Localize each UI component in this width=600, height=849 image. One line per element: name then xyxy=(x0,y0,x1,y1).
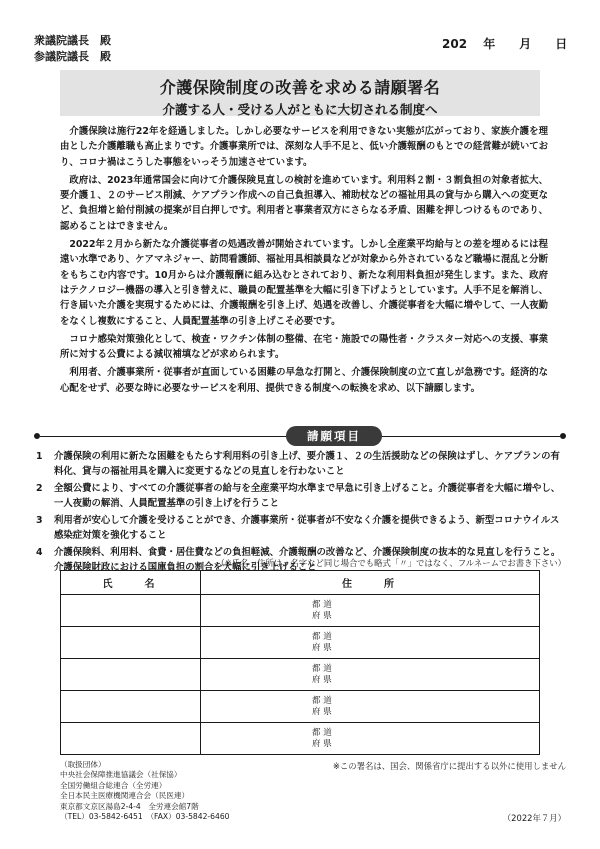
addressees xyxy=(34,33,111,65)
item-text: 介護保険料、利用料、食費・居住費などの負担軽減、介護報酬の改善など、介護保険制度の抜本的な見直しを行うこと。介護保険財政における国庫負担の割合を大幅に引き上げること xyxy=(54,547,561,573)
addressee-house-of-councillors: 参議院議長 殿 xyxy=(34,50,111,63)
body-paragraph: コロナ感染対策強化として、検査・ワクチン体制の整備、在宅・施設での陽性者・クラスター対応への支援、事業所に対する公費による減収補填などが求められます。 xyxy=(60,333,548,361)
name-field[interactable] xyxy=(61,595,201,627)
org-contact: （TEL）03-5842-6451 （FAX）03-5842-6460 xyxy=(60,812,230,822)
item-number: 3 xyxy=(36,515,43,526)
address-field[interactable] xyxy=(201,691,540,723)
divider-dot xyxy=(560,433,566,439)
name-field[interactable] xyxy=(61,723,201,755)
petition-item xyxy=(34,450,566,479)
section-heading-petition-items: 請願項目 xyxy=(286,426,382,446)
body-paragraph: 2022年２月から新たな介護従事者の処遇改善が開始されています。しかし全産業平均給与との差を埋めるには程遠い水準であり、ケアマネジャー、訪問看護師、福祉用具相談員などが対象から外されているなど職場に混乱と分断をもちこむ内容です。10月からは介護報酬に組み込むとされており、新たな利用料負担が発生します。また、政府はテクノロジー機器の導入と引き替えに、職員の配置基準を大幅に引き下げようとしています。人手不足を解消し、行き届いた介護を実現するためには、介護報酬を引き上げ、処遇を改善し、介護従事者を大幅に増やして、一人夜勤をなくし複数にすること、人員配置基準の引き上げこそ必要です。 xyxy=(60,239,548,327)
address-field[interactable] xyxy=(201,723,540,755)
body-paragraph: 利用者、介護事業所・従事者が直面している困難の早急な打開と、介護保険制度の立て直しが急務です。経済的な心配をせず、必要な時に必要なサービスを利用、提供できる制度への転換を求め、以下請願します。 xyxy=(60,367,548,394)
item-text: 全額公費により、すべての介護従事者の給与を全産業平均水準まで早急に引き上げること。介護従事者を大幅に増やし、一人夜勤の解消、人員配置基準の引き上げを行うこと xyxy=(54,483,561,509)
item-text: 介護保険の利用に新たな困難をもたらす利用料の引き上げ、要介護１、２の生活援助などの保険はずし、ケアプランの有料化、貸与の福祉用具を購入に変更するなどの見直しを行わないこと xyxy=(54,451,560,477)
address-field[interactable] xyxy=(201,659,540,691)
date-field[interactable]: 202 年 月 日 xyxy=(442,37,568,51)
address-column-header: 住 所 xyxy=(201,571,540,595)
signature-row xyxy=(61,659,540,691)
signature-table xyxy=(60,570,540,755)
prefecture-marker: 都 道 府 県 xyxy=(312,631,332,653)
page-title: 介護保険制度の改善を求める請願署名 xyxy=(159,78,441,97)
org-line: 全国労働組合総連合（全労連） xyxy=(60,780,167,790)
item-number: 2 xyxy=(36,483,43,494)
org-line: 全日本民主医療機関連合会（民医連） xyxy=(60,791,190,801)
petition-item xyxy=(34,482,566,511)
prefecture-marker: 都 道 府 県 xyxy=(312,695,332,717)
item-number: 1 xyxy=(36,451,43,462)
prefecture-marker: 都 道 府 県 xyxy=(312,663,332,685)
signature-instructions: （※氏名・住所は、名字など同じ場合でも略式「〃」ではなく、フルネームでお書き下さい） xyxy=(216,558,566,568)
organizing-bodies xyxy=(60,760,230,822)
name-field[interactable] xyxy=(61,627,201,659)
prefecture-marker: 都 道 府 県 xyxy=(312,599,332,621)
section-divider xyxy=(34,428,566,444)
signature-row xyxy=(61,723,540,755)
addressee-house-of-representatives: 衆議院議長 殿 xyxy=(34,34,111,47)
org-address: 東京都文京区湯島2-4-4 全労連会館7階 xyxy=(60,801,199,811)
signature-table-header xyxy=(61,571,540,595)
name-field[interactable] xyxy=(61,691,201,723)
address-field[interactable] xyxy=(201,595,540,627)
org-line: 中央社会保障推進協議会（社保協） xyxy=(60,770,182,780)
body-paragraph: 介護保険は施行22年を経過しました。しかし必要なサービスを利用できない実態が広がっており、家族介護を理由とした介護離職も高止まりです。介護事業所では、深刻な人手不足と、低い介護報酬のもとでの経営難が続いており、コロナ禍はこうした事態をいっそう加速させています。 xyxy=(60,126,548,168)
signature-row xyxy=(61,627,540,659)
privacy-note: ※この署名は、国会、関係省庁に提出する以外に使用しません xyxy=(332,761,566,771)
title-banner xyxy=(60,70,540,116)
signature-row xyxy=(61,691,540,723)
body-paragraph: 政府は、2023年通常国会に向けて介護保険見直しの検討を進めています。利用料２割・３割負担の対象者拡大、要介護１、２のサービス削減、ケアプラン作成への自己負担導入、補助杖などの福祉用具の貸与から購入への変更など、負担増と給付削減の提案が目白押しです。利用者と事業者双方にさらなる矛盾、困難を押しつけるものであり、認めることはできません。 xyxy=(60,174,548,232)
address-field[interactable] xyxy=(201,627,540,659)
item-number: 4 xyxy=(36,547,43,558)
page-subtitle: 介護する人・受ける人がともに大切される制度へ xyxy=(162,102,438,117)
petition-body xyxy=(60,124,548,399)
signature-row xyxy=(61,595,540,627)
item-text: 利用者が安心して介護を受けることができ、介護事業所・従事者が不安なく介護を提供できるよう、新型コロナウイルス感染症対策を強化すること xyxy=(54,515,560,541)
name-field[interactable] xyxy=(61,659,201,691)
issue-date: （2022年７月） xyxy=(502,813,566,823)
name-column-header: 氏 名 xyxy=(61,571,201,595)
orgs-heading: （取扱団体） xyxy=(60,760,106,769)
prefecture-marker: 都 道 府 県 xyxy=(312,727,332,749)
petition-item xyxy=(34,514,566,543)
